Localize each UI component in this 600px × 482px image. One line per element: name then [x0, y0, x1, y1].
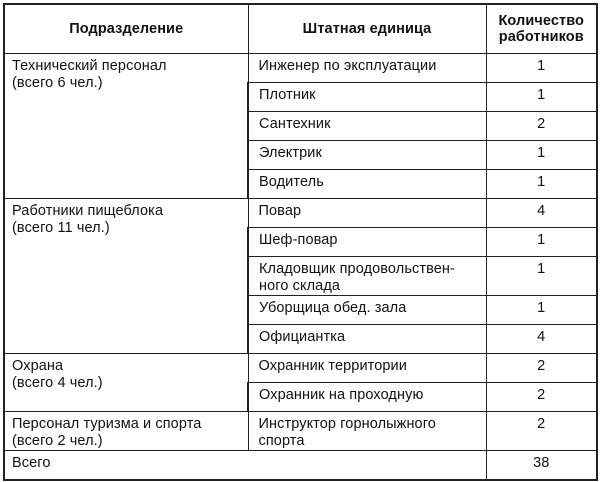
position-line: Инструктор горнолыжного — [258, 416, 436, 432]
position-line: ного склада — [259, 278, 341, 294]
division-name: Технический персонал — [12, 58, 167, 74]
division-subtitle: (всего 6 чел.) — [12, 75, 103, 91]
count-cell: 1 — [486, 141, 597, 170]
table-row — [4, 199, 597, 228]
position-cell: Инженер по эксплуатации — [248, 54, 486, 83]
position-line: Кладовщик продовольствен- — [259, 261, 455, 277]
count-cell: 2 — [486, 412, 597, 451]
header-position: Штатная единица — [248, 4, 486, 54]
division-cell — [4, 54, 248, 199]
count-cell: 1 — [486, 170, 597, 199]
division-name: Работники пищеблока — [12, 203, 164, 219]
count-cell: 1 — [486, 296, 597, 325]
position-cell: Охранник на проходную — [248, 383, 486, 412]
division-name: Охрана — [12, 358, 64, 374]
position-cell — [248, 257, 486, 296]
count-cell: 2 — [486, 112, 597, 141]
header-division: Подразделение — [4, 4, 248, 54]
staffing-table — [3, 3, 598, 481]
position-cell: Сантехник — [248, 112, 486, 141]
count-cell: 1 — [486, 257, 597, 296]
division-subtitle: (всего 4 чел.) — [12, 375, 103, 391]
division-subtitle: (всего 2 чел.) — [12, 433, 103, 449]
header-count — [486, 4, 597, 54]
total-count: 38 — [486, 451, 597, 481]
division-cell — [4, 412, 248, 451]
position-cell: Охранник территории — [248, 354, 486, 383]
table-row — [4, 412, 597, 451]
header-count-line2: работников — [498, 29, 584, 45]
count-cell: 2 — [486, 354, 597, 383]
count-cell: 1 — [486, 54, 597, 83]
division-cell — [4, 199, 248, 354]
total-label: Всего — [4, 451, 486, 481]
position-line: спорта — [258, 433, 305, 449]
count-cell: 2 — [486, 383, 597, 412]
count-cell: 4 — [486, 325, 597, 354]
count-cell: 4 — [486, 199, 597, 228]
table-row — [4, 54, 597, 83]
table-header-row — [4, 4, 597, 54]
division-subtitle: (всего 11 чел.) — [12, 220, 110, 236]
division-name: Персонал туризма и спорта — [12, 416, 202, 432]
count-cell: 1 — [486, 228, 597, 257]
count-cell: 1 — [486, 83, 597, 112]
position-cell: Электрик — [248, 141, 486, 170]
division-cell — [4, 354, 248, 412]
total-row — [4, 451, 597, 481]
position-cell: Плотник — [248, 83, 486, 112]
position-cell — [248, 412, 486, 451]
position-cell: Официантка — [248, 325, 486, 354]
position-cell: Шеф-повар — [248, 228, 486, 257]
position-cell: Водитель — [248, 170, 486, 199]
position-cell: Уборщица обед. зала — [248, 296, 486, 325]
position-cell: Повар — [248, 199, 486, 228]
table-row — [4, 354, 597, 383]
header-count-line1: Количество — [498, 13, 584, 29]
